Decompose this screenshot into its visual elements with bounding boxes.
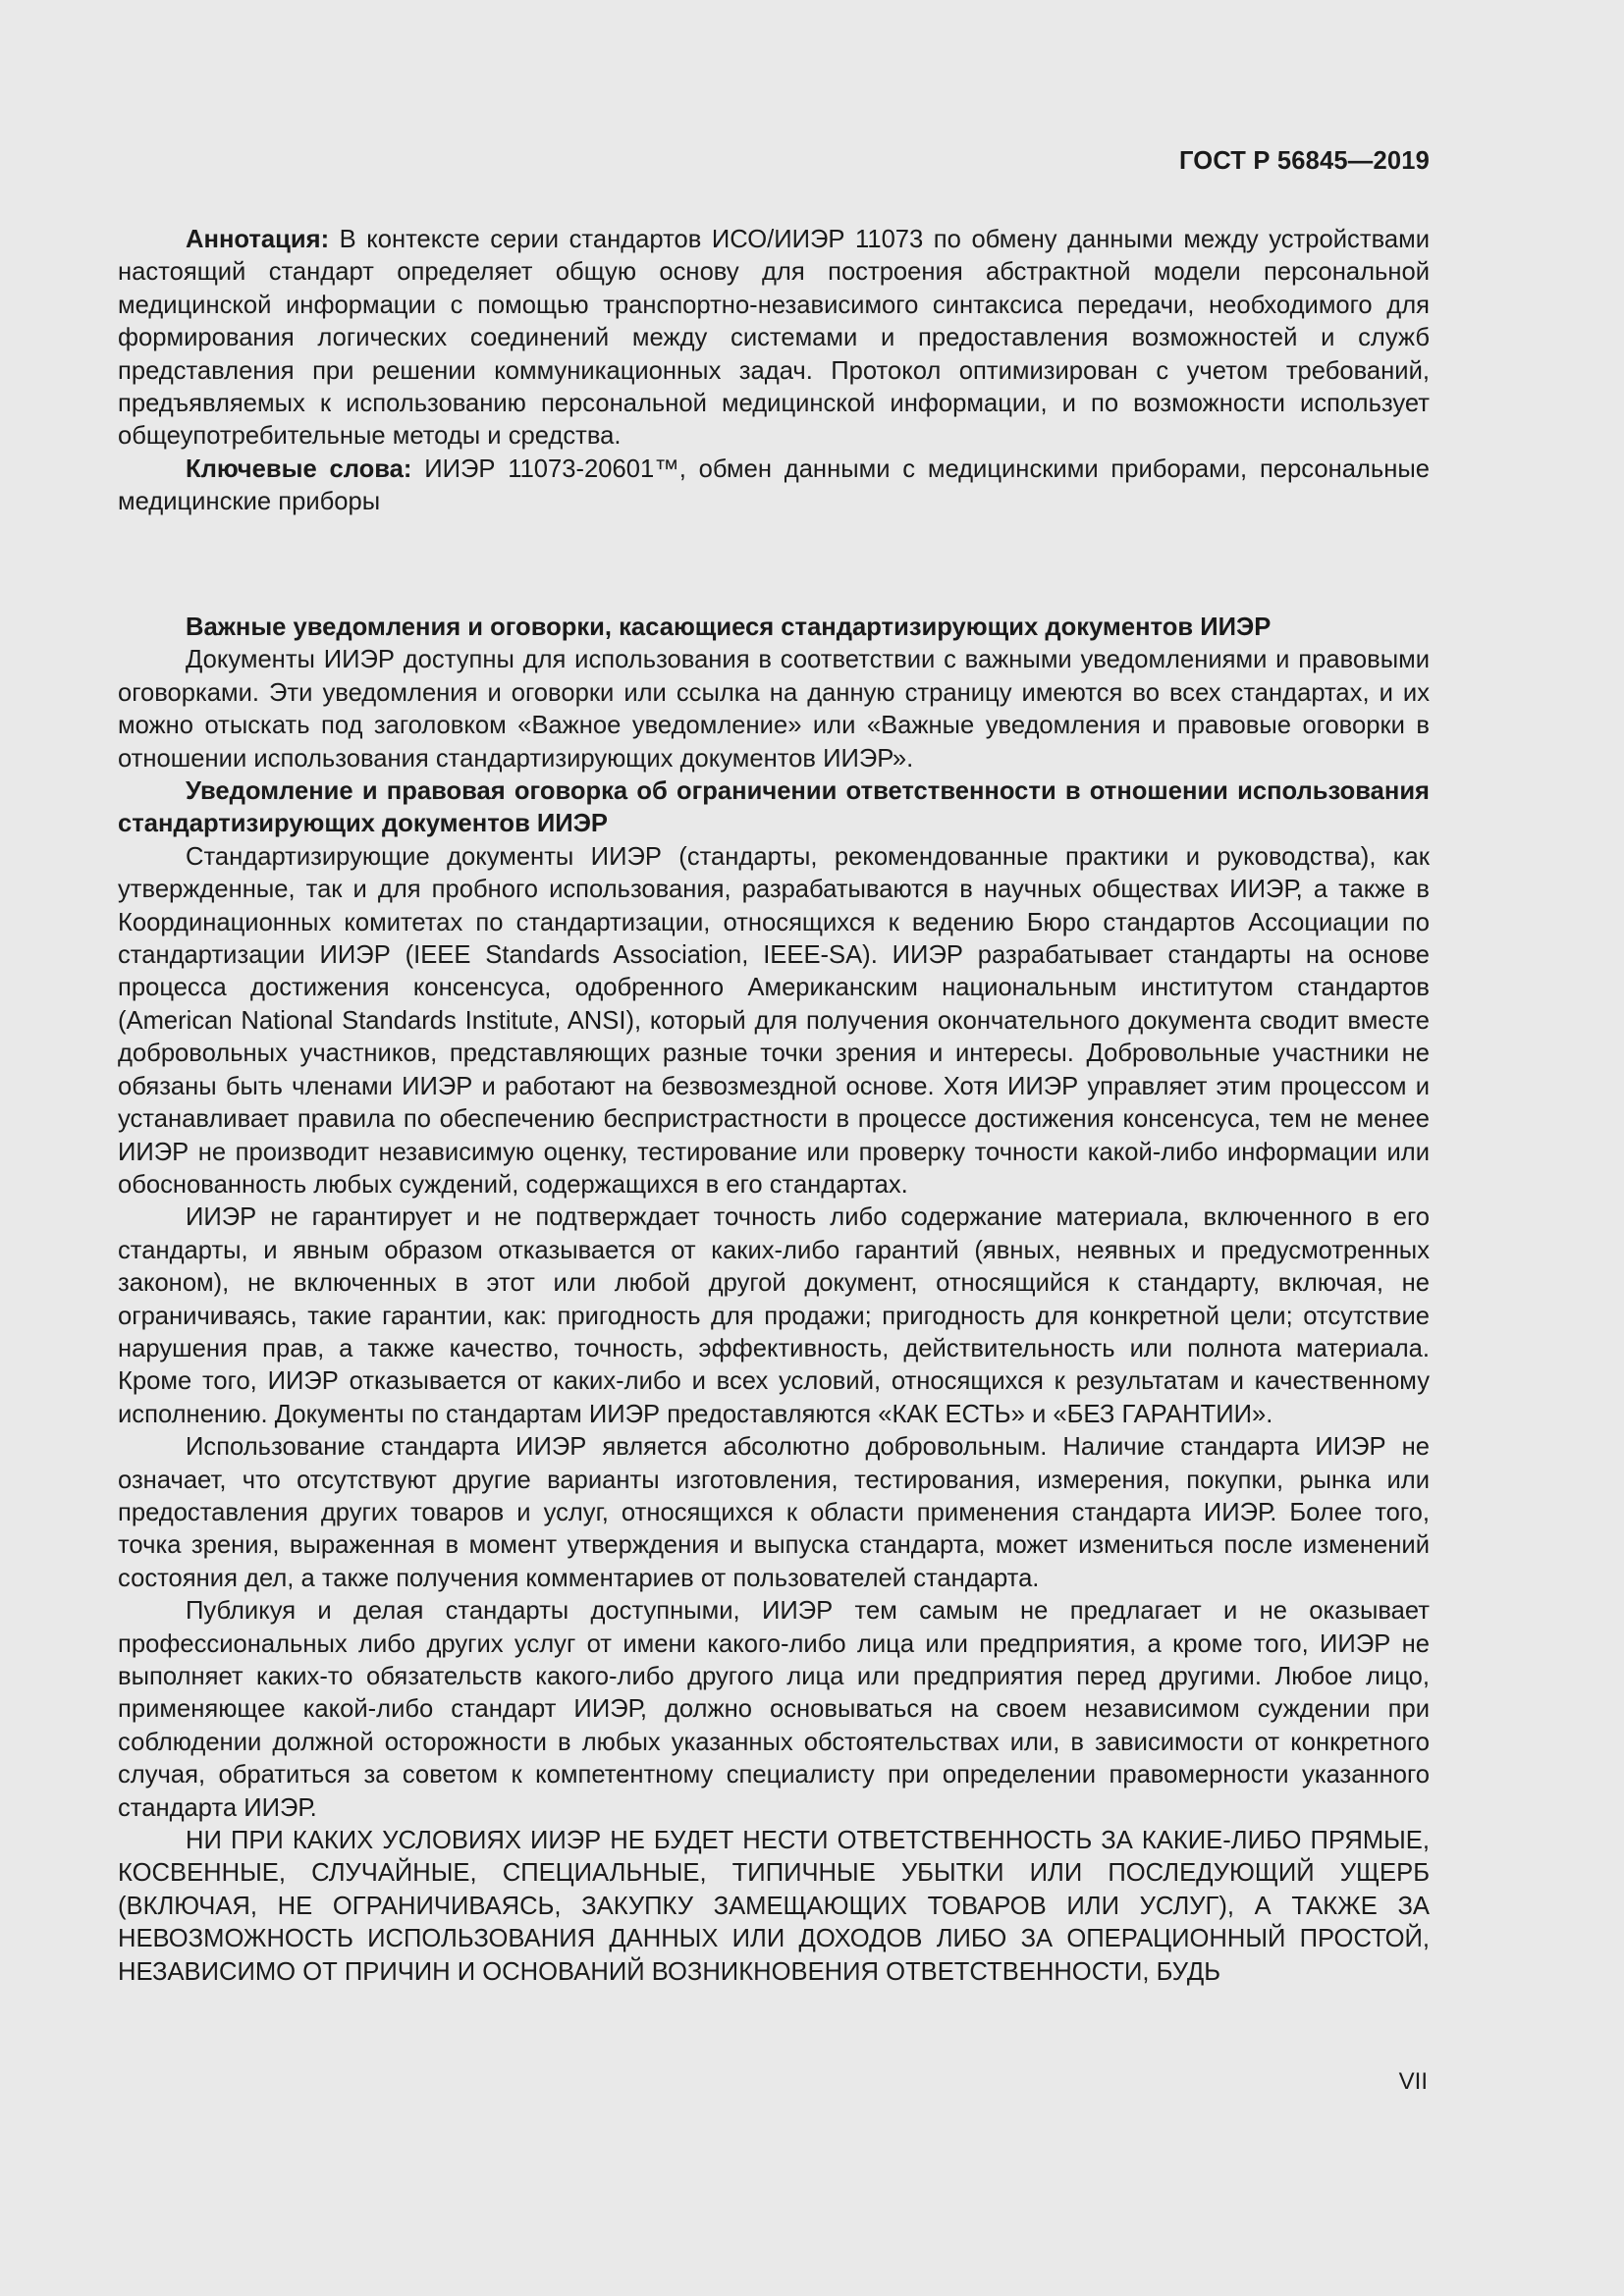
disclaimer-heading: Уведомление и правовая оговорка об ограничении ответственности в отношении использования стандартизирующих документов ИИЭР	[118, 777, 1430, 838]
keywords-text: ИИЭР 11073-20601™, обмен данными с медицинскими приборами, персональные медицинские приборы	[118, 454, 1430, 516]
page-number: VII	[1398, 2068, 1428, 2095]
document-code: ГОСТ Р 56845—2019	[1178, 147, 1430, 175]
annotation-paragraph	[118, 224, 1430, 454]
notices-section	[118, 612, 1430, 1989]
annotation-text: В контексте серии стандартов ИСО/ИИЭР 11073 по обмену данными между устройствами настоящий стандарт определяет общую основу для построения абстрактной модели персональной медицинской информации с помощью транспортно-независимого синтаксиса передачи, необходимого для формирования логических соединений между системами и предоставления возможностей и служб представления при решении коммуникационных задач. Протокол оптимизирован с учетом требований, предъявляемых к использованию персональной медицинской информации, и по возможности использует общеупотребительные методы и средства.	[118, 226, 1430, 451]
notices-intro: Документы ИИЭР доступны для использования в соответствии с важными уведомлениями и правовыми оговорками. Эти уведомления и оговорки или ссылка на данную страницу имеются во всех стандартах, и их можно отыскать под заголовком «Важное уведомление» или «Важные уведомления и правовые оговорки в отношении использования стандартизирующих документов ИИЭР».	[118, 646, 1430, 773]
annotation-label: Аннотация:	[186, 226, 330, 253]
notices-title: Важные уведомления и оговорки, касающиеся стандартизирующих документов ИИЭР	[186, 614, 1272, 641]
disclaimer-paragraph: Стандартизирующие документы ИИЭР (стандарты, рекомендованные практики и руководства), как утвержденные, так и для пробного использования, разрабатываются в научных обществах ИИЭР, а также в Координационных комитетах по стандартизации, относящихся к ведению Бюро стандартов Ассоциации по стандартизации ИИЭР (IEEE Standards Association, IEEE-SA). ИИЭР разрабатывает стандарты на основе процесса достижения консенсуса, одобренного Американским национальным институтом стандартов (American National Standards Institute, ANSI), который для получения окончательного документа сводит вместе добровольных участников, представляющих разные точки зрения и интересы. Добровольные участники не обязаны быть членами ИИЭР и работают на безвозмездной основе. Хотя ИИЭР управляет этим процессом и устанавливает правила по обеспечению беспристрастности в процессе достижения консенсуса, тем не менее ИИЭР не производит независимую оценку, тестирование или проверку точности какой-либо информации или обоснованность любых суждений, содержащихся в его стандартах.	[118, 842, 1430, 1199]
annotation-section	[118, 224, 1430, 519]
keywords-label: Ключевые слова:	[186, 454, 412, 483]
disclaimer-paragraph: Использование стандарта ИИЭР является абсолютно добровольным. Наличие стандарта ИИЭР не означает, что отсутствуют другие варианты изготовления, тестирования, измерения, покупки, рынка или предоставления других товаров и услуг, относящихся к области применения стандарта ИИЭР. Более того, точка зрения, выраженная в момент утверждения и выпуска стандарта, может измениться после изменений состояния дел, а также получения комментариев от пользователей стандарта.	[118, 1433, 1430, 1592]
keywords-paragraph	[118, 454, 1430, 519]
disclaimer-paragraph: Публикуя и делая стандарты доступными, ИИЭР тем самым не предлагает и не оказывает профессиональных либо других услуг от имени какого-либо лица или предприятия, а кроме того, ИИЭР не выполняет каких-то обязательств какого-либо другого лица или предприятия перед другими. Любое лицо, применяющее какой-либо стандарт ИИЭР, должно основываться на своем независимом суждении при соблюдении должной осторожности в любых указанных обстоятельствах или, в зависимости от конкретного случая, обратиться за советом к компетентному специалисту при определении правомерности указанного стандарта ИИЭР.	[118, 1597, 1430, 1822]
disclaimer-paragraph: ИИЭР не гарантирует и не подтверждает точность либо содержание материала, включенного в его стандарты, и явным образом отказывается от каких-либо гарантий (явных, неявных и предусмотренных законом), не включенных в этот или любой другой документ, относящийся к стандарту, включая, не ограничиваясь, такие гарантии, как: пригодность для продажи; пригодность для конкретной цели; отсутствие нарушения прав, а также качество, точность, эффективность, действительность или полнота материала. Кроме того, ИИЭР отказывается от каких-либо и всех условий, относящихся к результатам и качественному исполнению. Документы по стандартам ИИЭР предоставляются «КАК ЕСТЬ» и «БЕЗ ГАРАНТИИ».	[118, 1203, 1430, 1428]
disclaimer-paragraph: НИ ПРИ КАКИХ УСЛОВИЯХ ИИЭР НЕ БУДЕТ НЕСТИ ОТВЕТСТВЕННОСТЬ ЗА КАКИЕ-ЛИБО ПРЯМЫЕ, КОСВЕННЫЕ, СЛУЧАЙНЫЕ, СПЕЦИАЛЬНЫЕ, ТИПИЧНЫЕ УБЫТКИ ИЛИ ПОСЛЕДУЮЩИЙ УЩЕРБ (ВКЛЮЧАЯ, НЕ ОГРАНИЧИВАЯСЬ, ЗАКУПКУ ЗАМЕЩАЮЩИХ ТОВАРОВ ИЛИ УСЛУГ), А ТАКЖЕ ЗА НЕВОЗМОЖНОСТЬ ИСПОЛЬЗОВАНИЯ ДАННЫХ ИЛИ ДОХОДОВ ЛИБО ЗА ОПЕРАЦИОННЫЙ ПРОСТОЙ, НЕЗАВИСИМО ОТ ПРИЧИН И ОСНОВАНИЙ ВОЗНИКНОВЕНИЯ ОТВЕТСТВЕННОСТИ, БУДЬ	[118, 1827, 1430, 1986]
